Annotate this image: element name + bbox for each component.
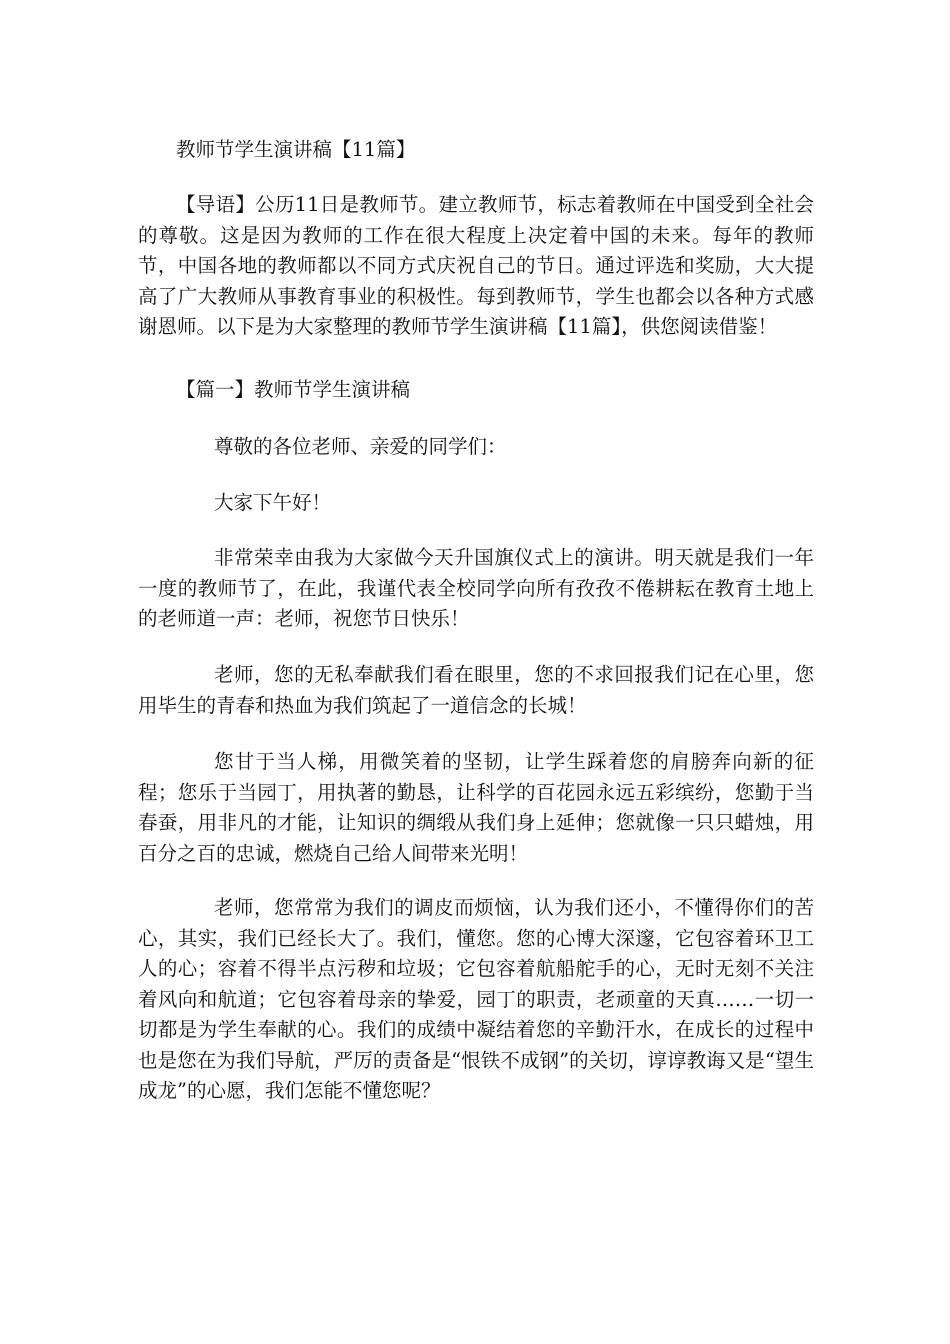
- body-paragraph: 非常荣幸由我为大家做今天升国旗仪式上的演讲。明天就是我们一年一度的教师节了，在此，我谨代表全校同学向所有孜孜不倦耕耘在教育土地上的老师道一声：老师，祝您节日快乐！: [138, 546, 814, 630]
- section-heading: 【篇一】教师节学生演讲稿: [176, 378, 411, 401]
- salutation-line: 尊敬的各位老师、亲爱的同学们：: [214, 435, 507, 458]
- greeting-line: 大家下午好！: [214, 491, 332, 514]
- body-paragraph: 老师，您的无私奉献我们看在眼里，您的不求回报我们记在心里，您用毕生的青春和热血为我们筑起了一道信念的长城！: [138, 663, 814, 717]
- intro-paragraph: 【导语】公历11日是教师节。建立教师节，标志着教师在中国受到全社会的尊敬。这是因为教师的工作在很大程度上决定着中国的未来。每年的教师节，中国各地的教师都以不同方式庆祝自己的节日。通过评选和奖励，大大提高了广大教师从事教育事业的积极性。每到教师节，学生也都会以各种方式感谢恩师。以下是为大家整理的教师节学生演讲稿【11篇】，供您阅读借鉴！: [138, 193, 814, 338]
- document-title: 教师节学生演讲稿【11篇】: [176, 138, 416, 161]
- body-paragraph: 老师，您常常为我们的调皮而烦恼，认为我们还小，不懂得你们的苦心，其实，我们已经长大了。我们，懂您。您的心博大深邃，它包容着环卫工人的心；容着不得半点污秽和垃圾；它包容着航船舵手的心，无时无刻不关注着风向和航道；它包容着母亲的挚爱，园丁的职责，老顽童的天真……一切一切都是为学生奉献的心。我们的成绩中凝结着您的辛勤汗水，在成长的过程中也是您在为我们导航，严厉的责备是“恨铁不成钢”的关切，谆谆教诲又是“望生成龙”的心愿，我们怎能不懂您呢？: [138, 896, 814, 1102]
- body-paragraph: 您甘于当人梯，用微笑着的坚韧，让学生踩着您的肩膀奔向新的征程；您乐于当园丁，用执著的勤恳，让科学的百花园永远五彩缤纷，您勤于当春蚕，用非凡的才能，让知识的绸缎从我们身上延伸；您就像一只只蜡烛，用百分之百的忠诚，燃烧自己给人间带来光明！: [138, 750, 814, 865]
